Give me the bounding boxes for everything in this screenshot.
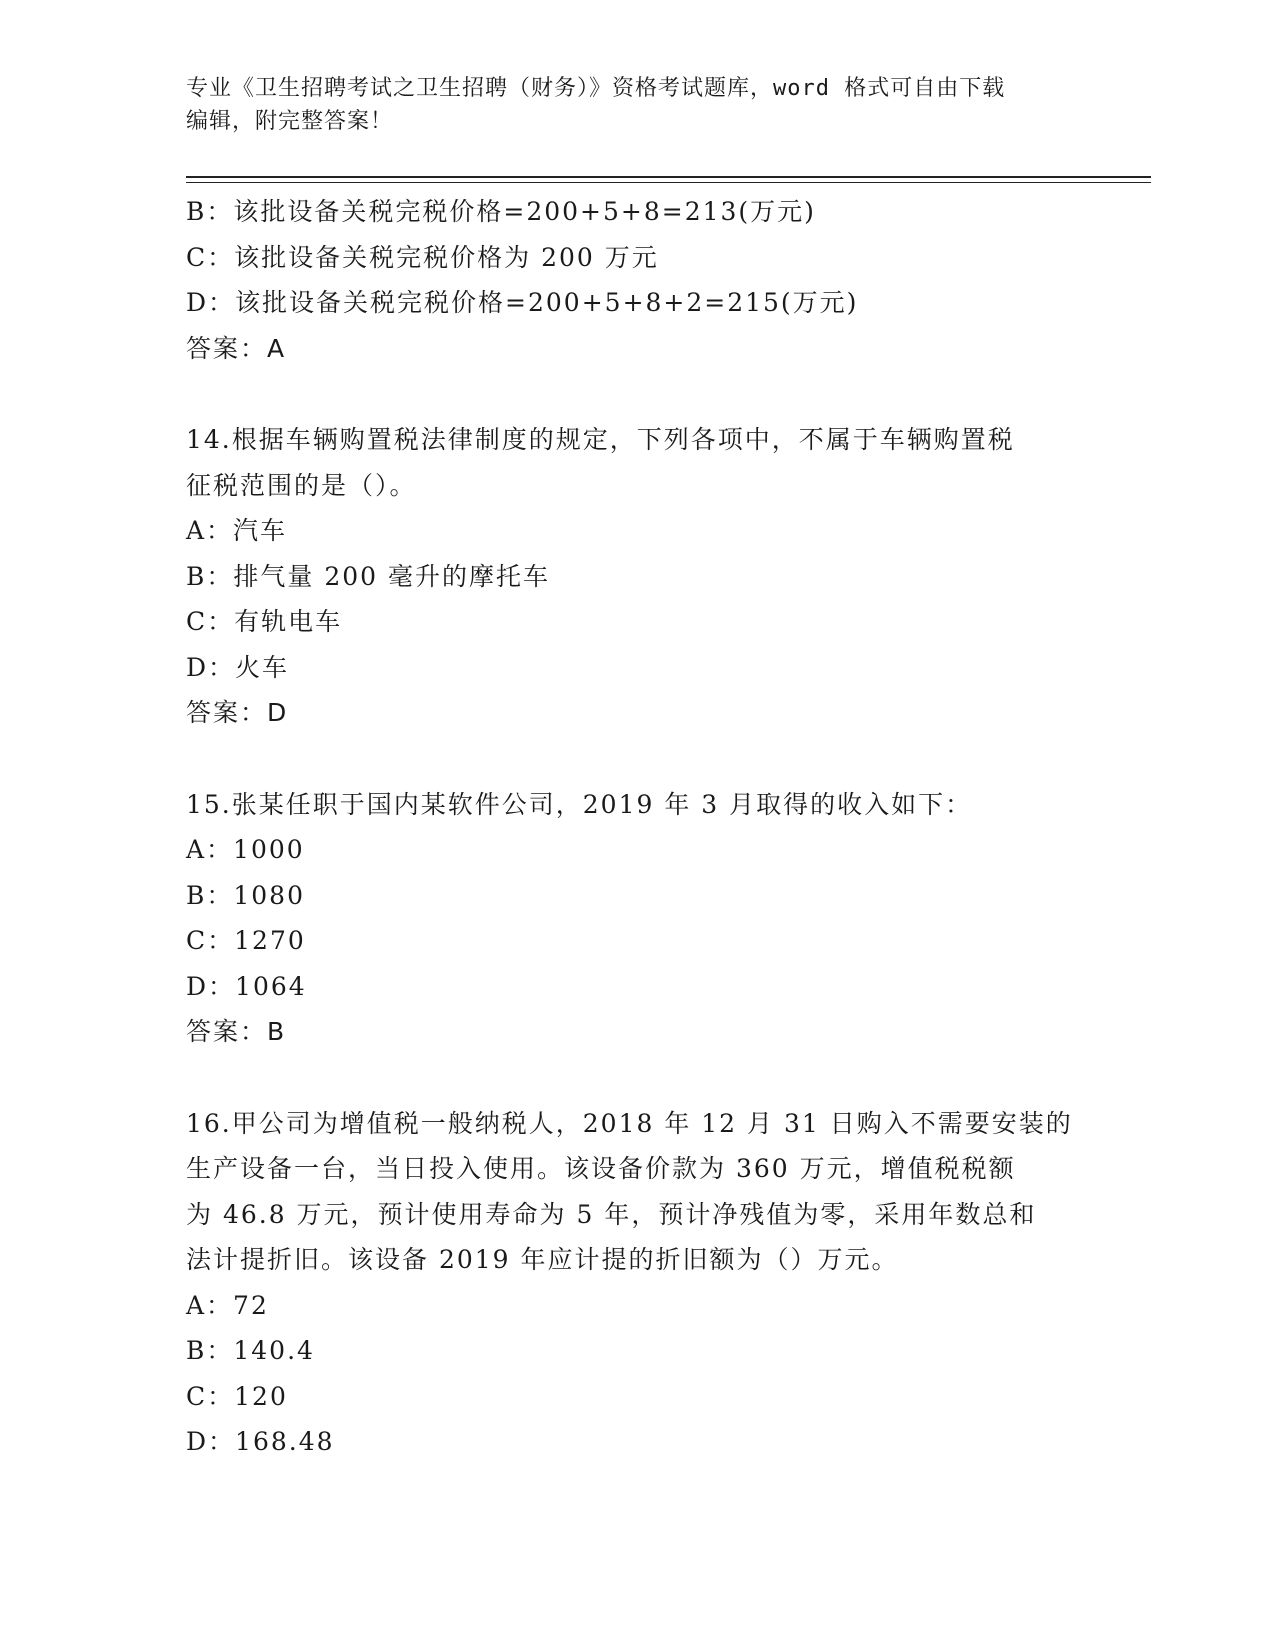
question-list	[186, 189, 1086, 1465]
option-b: B：该批设备关税完税价格=200+5+8=213(万元)	[186, 197, 816, 226]
option-d: D：该批设备关税完税价格=200+5+8+2=215(万元)	[186, 288, 859, 317]
header-line-1: 专业《卫生招聘考试之卫生招聘（财务）》资格考试题库，word 格式可自由下载	[186, 76, 1006, 101]
question-16	[186, 1101, 1086, 1465]
option-c: C：该批设备关税完税价格为 200 万元	[186, 242, 659, 272]
option-a: A：1000	[186, 835, 305, 864]
question-14	[186, 417, 1086, 736]
question-stem-line: 16.甲公司为增值税一般纳税人，2018 年 12 月 31 日购入不需要安装的	[186, 1108, 1073, 1138]
question-gap	[186, 736, 1086, 782]
question-15	[186, 782, 1086, 1055]
question-gap	[186, 1055, 1086, 1101]
answer-line: 答案：D	[186, 698, 289, 727]
document-header	[186, 72, 1066, 138]
question-stem-line: 15.张某任职于国内某软件公司，2019 年 3 月取得的收入如下：	[186, 789, 973, 819]
header-line-2: 编辑，附完整答案！	[186, 109, 394, 134]
question-gap	[186, 371, 1086, 417]
option-b: B：140.4	[186, 1336, 315, 1365]
option-c: C：1270	[186, 926, 306, 955]
question-stem-line: 14.根据车辆购置税法律制度的规定，下列各项中，不属于车辆购置税	[186, 425, 1015, 454]
option-b: B：1080	[186, 880, 305, 910]
answer-line: 答案：A	[186, 333, 287, 363]
option-c: C：120	[186, 1381, 288, 1411]
option-d: D：168.48	[186, 1427, 335, 1456]
answer-line: 答案：B	[186, 1017, 287, 1046]
header-rule-thin	[186, 182, 1151, 183]
question-stem-line: 生产设备一台，当日投入使用。该设备价款为 360 万元，增值税税额	[186, 1154, 1016, 1183]
header-rule-thick	[186, 176, 1151, 178]
option-d: D：火车	[186, 652, 290, 682]
option-a: A：汽车	[186, 516, 288, 545]
question-stem-line: 为 46.8 万元，预计使用寿命为 5 年，预计净残值为零，采用年数总和	[186, 1199, 1037, 1229]
question-13	[186, 189, 1086, 371]
question-stem-line: 征税范围的是（）。	[186, 470, 417, 500]
option-c: C：有轨电车	[186, 607, 343, 636]
option-a: A：72	[186, 1290, 269, 1320]
option-d: D：1064	[186, 971, 307, 1001]
option-b: B：排气量 200 毫升的摩托车	[186, 561, 550, 591]
question-stem-line: 法计提折旧。该设备 2019 年应计提的折旧额为（）万元。	[186, 1245, 899, 1274]
